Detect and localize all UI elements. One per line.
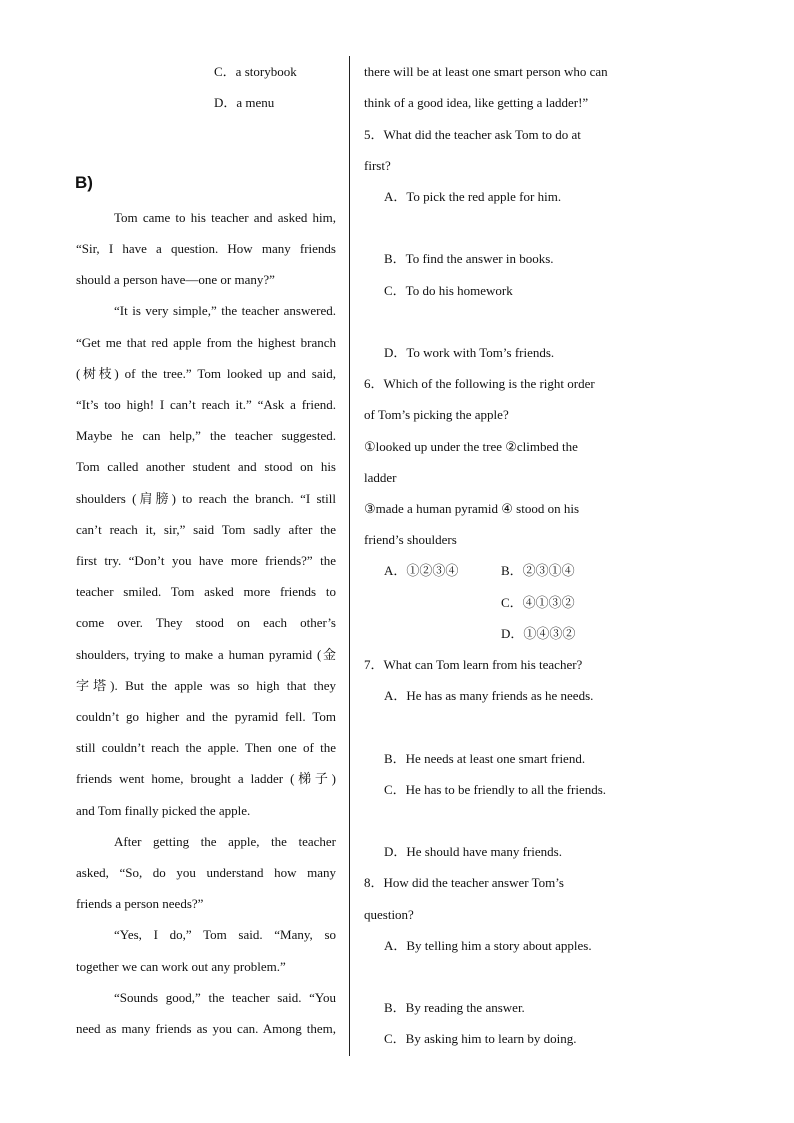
passage-line: together we can work out any problem.” [76,959,286,974]
question-5-stem: first? [364,158,391,173]
passage-line: 字塔). But the apple was so high that they [76,678,336,693]
question-8-option-c: C．By asking him to learn by doing. [384,1031,577,1046]
prev-option-c: C．a storybook [214,64,297,79]
question-8-option-b: B．By reading the answer. [384,1000,525,1015]
passage-line: “Yes, I do,” Tom said. “Many, so [114,927,336,942]
question-5-option-c: C．To do his homework [384,283,513,298]
question-6-step-line: friend’s shoulders [364,532,457,547]
question-7-option-c: C．He has to be friendly to all the friends. [384,782,607,797]
passage-line: can’t reach it, sir,” said Tom sadly after the [76,522,336,537]
passage-line: “Sounds good,” the teacher said. “You [114,990,336,1005]
prev-option-d: D．a menu [214,95,275,110]
passage-line: need as many friends as you can. Among them, [76,1021,336,1036]
passage-line: After getting the apple, the teacher [114,834,336,849]
question-8-stem: question? [364,907,414,922]
passage-line: “Sir, I have a question. How many friends [76,241,336,256]
question-7-stem: 7．What can Tom learn from his teacher? [364,657,583,672]
question-5-option-b: B．To find the answer in books. [384,251,554,266]
question-6-option-a: A．①②③④ [384,563,459,578]
question-6-stem: of Tom’s picking the apple? [364,407,509,422]
question-6-step-line: ①looked up under the tree ②climbed the [364,439,578,454]
question-5-option-a: A．To pick the red apple for him. [384,189,562,204]
passage-line: think of a good idea, like getting a ladder!” [364,95,589,110]
passage-line: “It’s too high! I can’t reach it.” “Ask a friend. [76,397,336,412]
question-6-stem: 6．Which of the following is the right order [364,376,595,391]
passage-line: asked, “So, do you understand how many [76,865,336,880]
passage-line: “Get me that red apple from the highest branch [76,335,336,350]
column-divider [349,56,350,1056]
passage-line: friends a person needs?” [76,896,204,911]
passage-line: “It is very simple,” the teacher answered. [114,303,336,318]
question-8-option-a: A．By telling him a story about apples. [384,938,592,953]
passage-line: come over. They stood on each other’s [76,615,336,630]
question-8-stem: 8．How did the teacher answer Tom’s [364,875,564,890]
question-6-option-c: C．④①③② [501,595,575,610]
question-6-step-line: ladder [364,470,397,485]
passage-line: shoulders, trying to make a human pyramid (金 [76,647,336,662]
passage-line: couldn’t go higher and the pyramid fell. Tom [76,709,336,724]
passage-line: teacher smiled. Tom asked more friends to [76,584,336,599]
question-5-stem: 5．What did the teacher ask Tom to do at [364,127,581,142]
passage-line: Tom called another student and stood on his [76,459,336,474]
section-heading: B) [75,173,93,192]
passage-line: friends went home, brought a ladder (梯子) [76,771,336,786]
question-7-option-b: B．He needs at least one smart friend. [384,751,586,766]
passage-line: (树枝) of the tree.” Tom looked up and said, [76,366,336,381]
question-6-option-b: B．②③①④ [501,563,575,578]
question-5-option-d: D．To work with Tom’s friends. [384,345,555,360]
question-7-option-a: A．He has as many friends as he needs. [384,688,594,703]
question-6-option-d: D．①④③② [501,626,576,641]
question-7-option-d: D．He should have many friends. [384,844,562,859]
passage-line: should a person have—one or many?” [76,272,275,287]
passage-line: first try. “Don’t you have more friends?” the [76,553,336,568]
passage-line: still couldn’t reach the apple. Then one of the [76,740,336,755]
question-6-step-line: ③made a human pyramid ④ stood on his [364,501,580,516]
passage-line: shoulders (肩膀) to reach the branch. “I still [76,491,336,506]
passage-line: Maybe he can help,” the teacher suggested. [76,428,336,443]
passage-line: there will be at least one smart person who can [364,64,608,79]
passage-line: Tom came to his teacher and asked him, [114,210,336,225]
passage-line: and Tom finally picked the apple. [76,803,251,818]
